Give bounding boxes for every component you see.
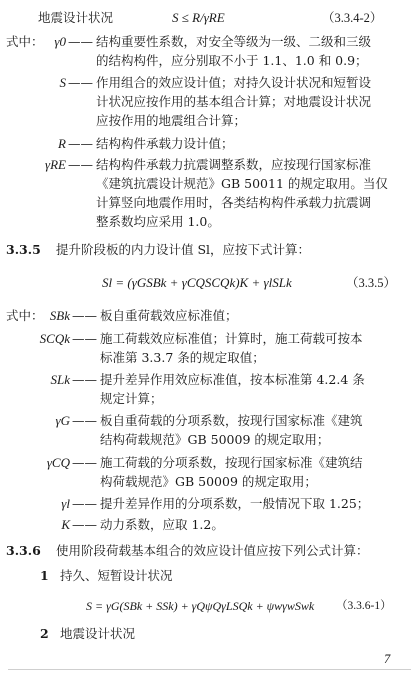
symbol-gammaRE: γRE	[44, 157, 66, 172]
symbol-SBk: SBk	[49, 308, 70, 323]
definition-line: 整系数均应采用 1.0。	[96, 214, 220, 229]
section-number: 3.3.6	[6, 543, 41, 558]
definition-line: 结构构件承载力设计值；	[96, 136, 234, 151]
dash: ——	[72, 413, 97, 428]
dash: ——	[68, 34, 93, 49]
dash: ——	[72, 372, 97, 387]
symbol-SCQk: SCQk	[39, 331, 70, 346]
symbol-K: K	[61, 517, 70, 532]
dash: ——	[72, 517, 97, 532]
eq-label: 地震设计状况	[38, 10, 114, 25]
dash: ——	[68, 75, 93, 90]
equation-3-3-5: Sl = (γGSBk + γCQSCQk)K + γlSLk	[102, 275, 292, 290]
dash: ——	[72, 331, 97, 346]
dash: ——	[68, 157, 93, 172]
definition-line: 构荷载规范》GB 50009 的规定取用；	[100, 474, 317, 489]
definition-line: 提升差异作用效应标准值，按本标准第 4.2.4 条	[100, 372, 365, 387]
symbol-gammaCQ: γCQ	[46, 455, 70, 470]
section-text: 提升阶段板的内力设计值 Sl，应按下式计算：	[56, 242, 311, 257]
symbol-gamma0: γ0	[54, 34, 66, 49]
definition-line: 标准第 3.3.7 条的规定取值；	[100, 350, 265, 365]
definition-line: 计状况应按作用的基本组合计算；对地震设计状况	[96, 94, 372, 109]
item-number: 1	[40, 568, 49, 583]
definition-line: 动力系数，应取 1.2。	[100, 517, 224, 532]
symbol-SLk: SLk	[50, 372, 70, 387]
item-text: 持久、短暂设计状况	[60, 568, 173, 583]
definition-line: 的结构构件，应分别取不小于 1.1、1.0 和 0.9；	[96, 53, 368, 68]
where-lead: 式中：	[6, 34, 44, 49]
equation-3-3-6-1: S = γG(SBk + SSk) + γQψQγLSQk + ψwγwSwk	[86, 599, 315, 613]
symbol-R: R	[58, 136, 66, 151]
symbol-gammal: γl	[61, 496, 70, 511]
symbol-gammaG: γG	[55, 413, 70, 428]
definition-line: 施工荷载效应标准值；计算时，施工荷载可按本	[100, 331, 363, 346]
page-number: 7	[384, 652, 391, 666]
definition-line: 提升差异作用的分项系数，一般情况下取 1.25；	[100, 496, 370, 511]
section-number: 3.3.5	[6, 242, 41, 257]
equation-number: （3.3.6-1）	[336, 600, 392, 612]
equation-3-3-4-2: S ≤ R/γRE	[172, 10, 225, 25]
definition-line: 规定计算；	[100, 391, 163, 406]
where-lead: 式中：	[6, 308, 44, 323]
definition-line: 结构荷载规范》GB 50009 的规定取用；	[100, 432, 330, 447]
symbol-S: S	[59, 75, 66, 90]
equation-number: （3.3.4-2）	[322, 11, 383, 25]
definition-line: 计算竖向地震作用时，各类结构构件承载力抗震调	[96, 195, 372, 210]
section-text: 使用阶段荷载基本组合的效应设计值应按下列公式计算：	[56, 543, 369, 558]
equation-number: （3.3.5）	[346, 276, 397, 290]
page-edge	[8, 669, 411, 670]
definition-line: 施工荷载的分项系数，按现行国家标准《建筑结	[100, 455, 363, 470]
definition-line: 板自重荷载效应标准值；	[100, 308, 238, 323]
definition-line: 应按作用的地震组合计算；	[96, 113, 247, 128]
definition-line: 板自重荷载的分项系数，按现行国家标准《建筑	[100, 413, 363, 428]
definition-line: 作用组合的效应设计值；对持久设计状况和短暂设	[96, 75, 372, 90]
dash: ——	[72, 308, 97, 323]
dash: ——	[72, 496, 97, 511]
definition-line: 《建筑抗震设计规范》GB 50011 的规定取用。当仅	[96, 176, 388, 191]
item-number: 2	[40, 626, 49, 641]
definition-line: 结构构件承载力抗震调整系数，应按现行国家标准	[96, 157, 372, 172]
item-text: 地震设计状况	[60, 626, 136, 641]
definition-line: 结构重要性系数，对安全等级为一级、二级和三级	[96, 34, 372, 49]
dash: ——	[68, 136, 93, 151]
dash: ——	[72, 455, 97, 470]
